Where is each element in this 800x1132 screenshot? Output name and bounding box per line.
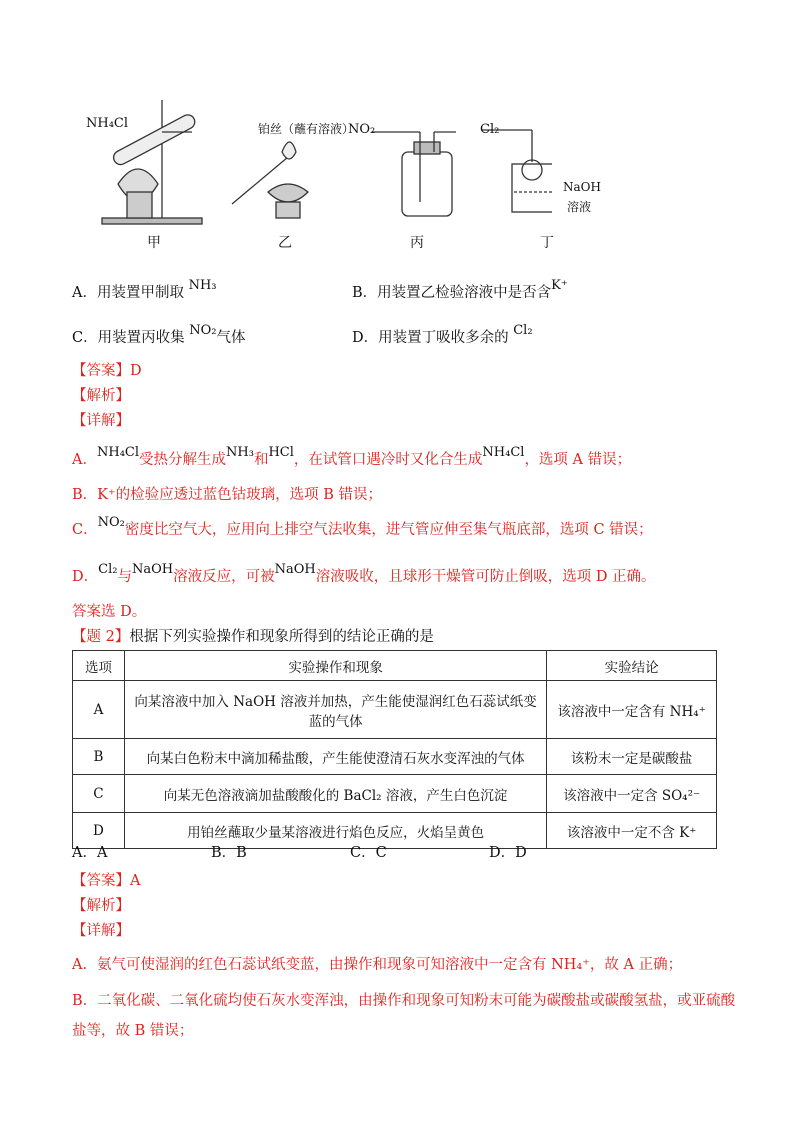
exp-a-8: NH₄Cl (482, 445, 525, 460)
option-a-formula: NH₃ (188, 278, 217, 293)
apparatus-ding (482, 130, 552, 212)
option-b-text: B．用装置乙检验溶液中是否含 (352, 285, 552, 301)
label-naoh: NaOH (563, 180, 601, 194)
q2-explanation-a: A．氨气可使湿润的红色石蕊试纸变蓝，由操作和现象可知溶液中一定含有 NH₄⁺，故 A 正确； (72, 957, 683, 973)
figure-label-ding: 丁 (540, 235, 554, 251)
exp-a-9: ，选项 A 错误； (524, 452, 632, 468)
row-operation: 向某无色溶液滴加盐酸酸化的 BaCl₂ 溶液，产生白色沉淀 (124, 775, 546, 813)
exp-d-6: NaOH (274, 562, 316, 577)
label-no2: NO₂ (348, 122, 376, 137)
apparatus-bing (372, 132, 456, 216)
table-header: 选项 (73, 651, 125, 681)
option-d-formula: Cl₂ (513, 323, 533, 338)
exp-d-7: 溶液吸收，且球形干燥管可防止倒吸，选项 D 正确。 (315, 569, 656, 585)
table-row (73, 739, 717, 775)
exp-d-2: Cl₂ (98, 562, 118, 577)
row-option: B (73, 739, 125, 775)
row-operation: 向某白色粉末中滴加稀盐酸，产生能使澄清石灰水变浑浊的气体 (124, 739, 546, 775)
q2-explanation-b-line2: 盐等，故 B 错误； (72, 1023, 194, 1039)
q2-title (72, 627, 434, 647)
option-d-text: D．用装置丁吸收多余的 (352, 330, 509, 346)
table-row (73, 681, 717, 739)
exp-d-4: NaOH (131, 562, 174, 577)
option-b-formula: K⁺ (551, 278, 568, 293)
exp-a-5: 和 (253, 452, 269, 468)
exp-a-3: 受热分解生成 (139, 452, 227, 468)
option-c-tail: 气体 (216, 330, 246, 346)
exp-a-6: HCl (268, 445, 294, 460)
q2-detail: 【详解】 (72, 923, 130, 939)
row-option: C (73, 775, 125, 813)
q1-analysis: 【解析】 (72, 388, 130, 404)
label-cl2: Cl₂ (480, 122, 500, 137)
q2-analysis: 【解析】 (72, 898, 130, 914)
q2-explanation-b-line1: B．二氧化碳、二氧化硫均使石灰水变浑浊，由操作和现象可知粉末可能为碳酸盐或碳酸氢盐，或亚硫酸 (72, 993, 736, 1009)
exp-c-2: NO₂ (97, 515, 125, 530)
exp-c-3: 密度比空气大，应用向上排空气法收集，进气管应伸至集气瓶底部，选项 C 错误； (124, 522, 653, 538)
q1-answer: 【答案】D (72, 363, 142, 379)
label-solution: 溶液 (567, 200, 592, 214)
figure-label-yi: 乙 (278, 235, 292, 251)
row-option: A (73, 681, 125, 739)
q2-tag: 【题 2】 (72, 629, 130, 645)
option-a (72, 278, 217, 304)
choice-c: C．C (350, 845, 387, 861)
row-conclusion: 该溶液中一定含 SO₄²⁻ (547, 775, 717, 813)
apparatus-yi (232, 142, 308, 218)
row-conclusion: 该溶液中一定含有 NH₄⁺ (547, 681, 717, 739)
exp-a-4: NH₃ (226, 445, 254, 460)
choice-d: D．D (489, 845, 527, 861)
option-b (352, 278, 568, 304)
exp-a-7: ，在试管口遇冷时又化合生成 (293, 452, 483, 468)
q1-explanation-b: B．K⁺的检验应透过蓝色钴玻璃，选项 B 错误； (72, 487, 383, 503)
table-header-row (73, 651, 717, 681)
label-nh4cl: NH₄Cl (86, 116, 129, 131)
row-option: D (73, 813, 125, 849)
exp-d-3: 与 (117, 569, 132, 585)
q1-explanation-c (72, 515, 653, 541)
apparatus-figure (72, 92, 552, 252)
figure-label-bing: 丙 (410, 235, 424, 251)
option-a-text: A．用装置甲制取 (72, 285, 184, 301)
table-header: 实验结论 (547, 651, 717, 681)
row-conclusion: 该溶液中一定不含 K⁺ (547, 813, 717, 849)
choice-a: A．A (72, 845, 108, 861)
exp-a-2: NH₄Cl (96, 445, 140, 460)
q2-table (72, 650, 717, 849)
row-operation: 向某溶液中加入 NaOH 溶液并加热，产生能使湿润红色石蕊试纸变蓝的气体 (124, 681, 546, 739)
exp-d-5: 溶液反应，可被 (173, 569, 275, 585)
table-row (73, 775, 717, 813)
option-c (72, 323, 246, 349)
q2-title-text: 根据下列实验操作和现象所得到的结论正确的是 (129, 629, 434, 645)
q1-explanation-d (72, 562, 656, 588)
row-conclusion: 该粉末一定是碳酸盐 (547, 739, 717, 775)
choice-b: B．B (211, 845, 247, 861)
option-c-formula: NO₂ (189, 323, 217, 338)
option-d (352, 323, 533, 349)
row-operation: 用铂丝蘸取少量某溶液进行焰色反应，火焰呈黄色 (124, 813, 546, 849)
exp-a-1: A． (72, 452, 97, 468)
figure-label-jia: 甲 (147, 235, 161, 251)
q1-explanation-a (72, 445, 632, 471)
exp-c-1: C． (72, 522, 98, 538)
label-wire: 铂丝（蘸有溶液） (258, 122, 355, 136)
option-c-text: C．用装置丙收集 (72, 330, 185, 346)
q2-choices (72, 843, 628, 863)
q1-detail: 【详解】 (72, 413, 130, 429)
q1-final-answer: 答案选 D。 (72, 604, 147, 620)
table-header: 实验操作和现象 (124, 651, 546, 681)
exp-d-1: D． (72, 569, 99, 585)
q2-answer: 【答案】A (72, 873, 141, 889)
